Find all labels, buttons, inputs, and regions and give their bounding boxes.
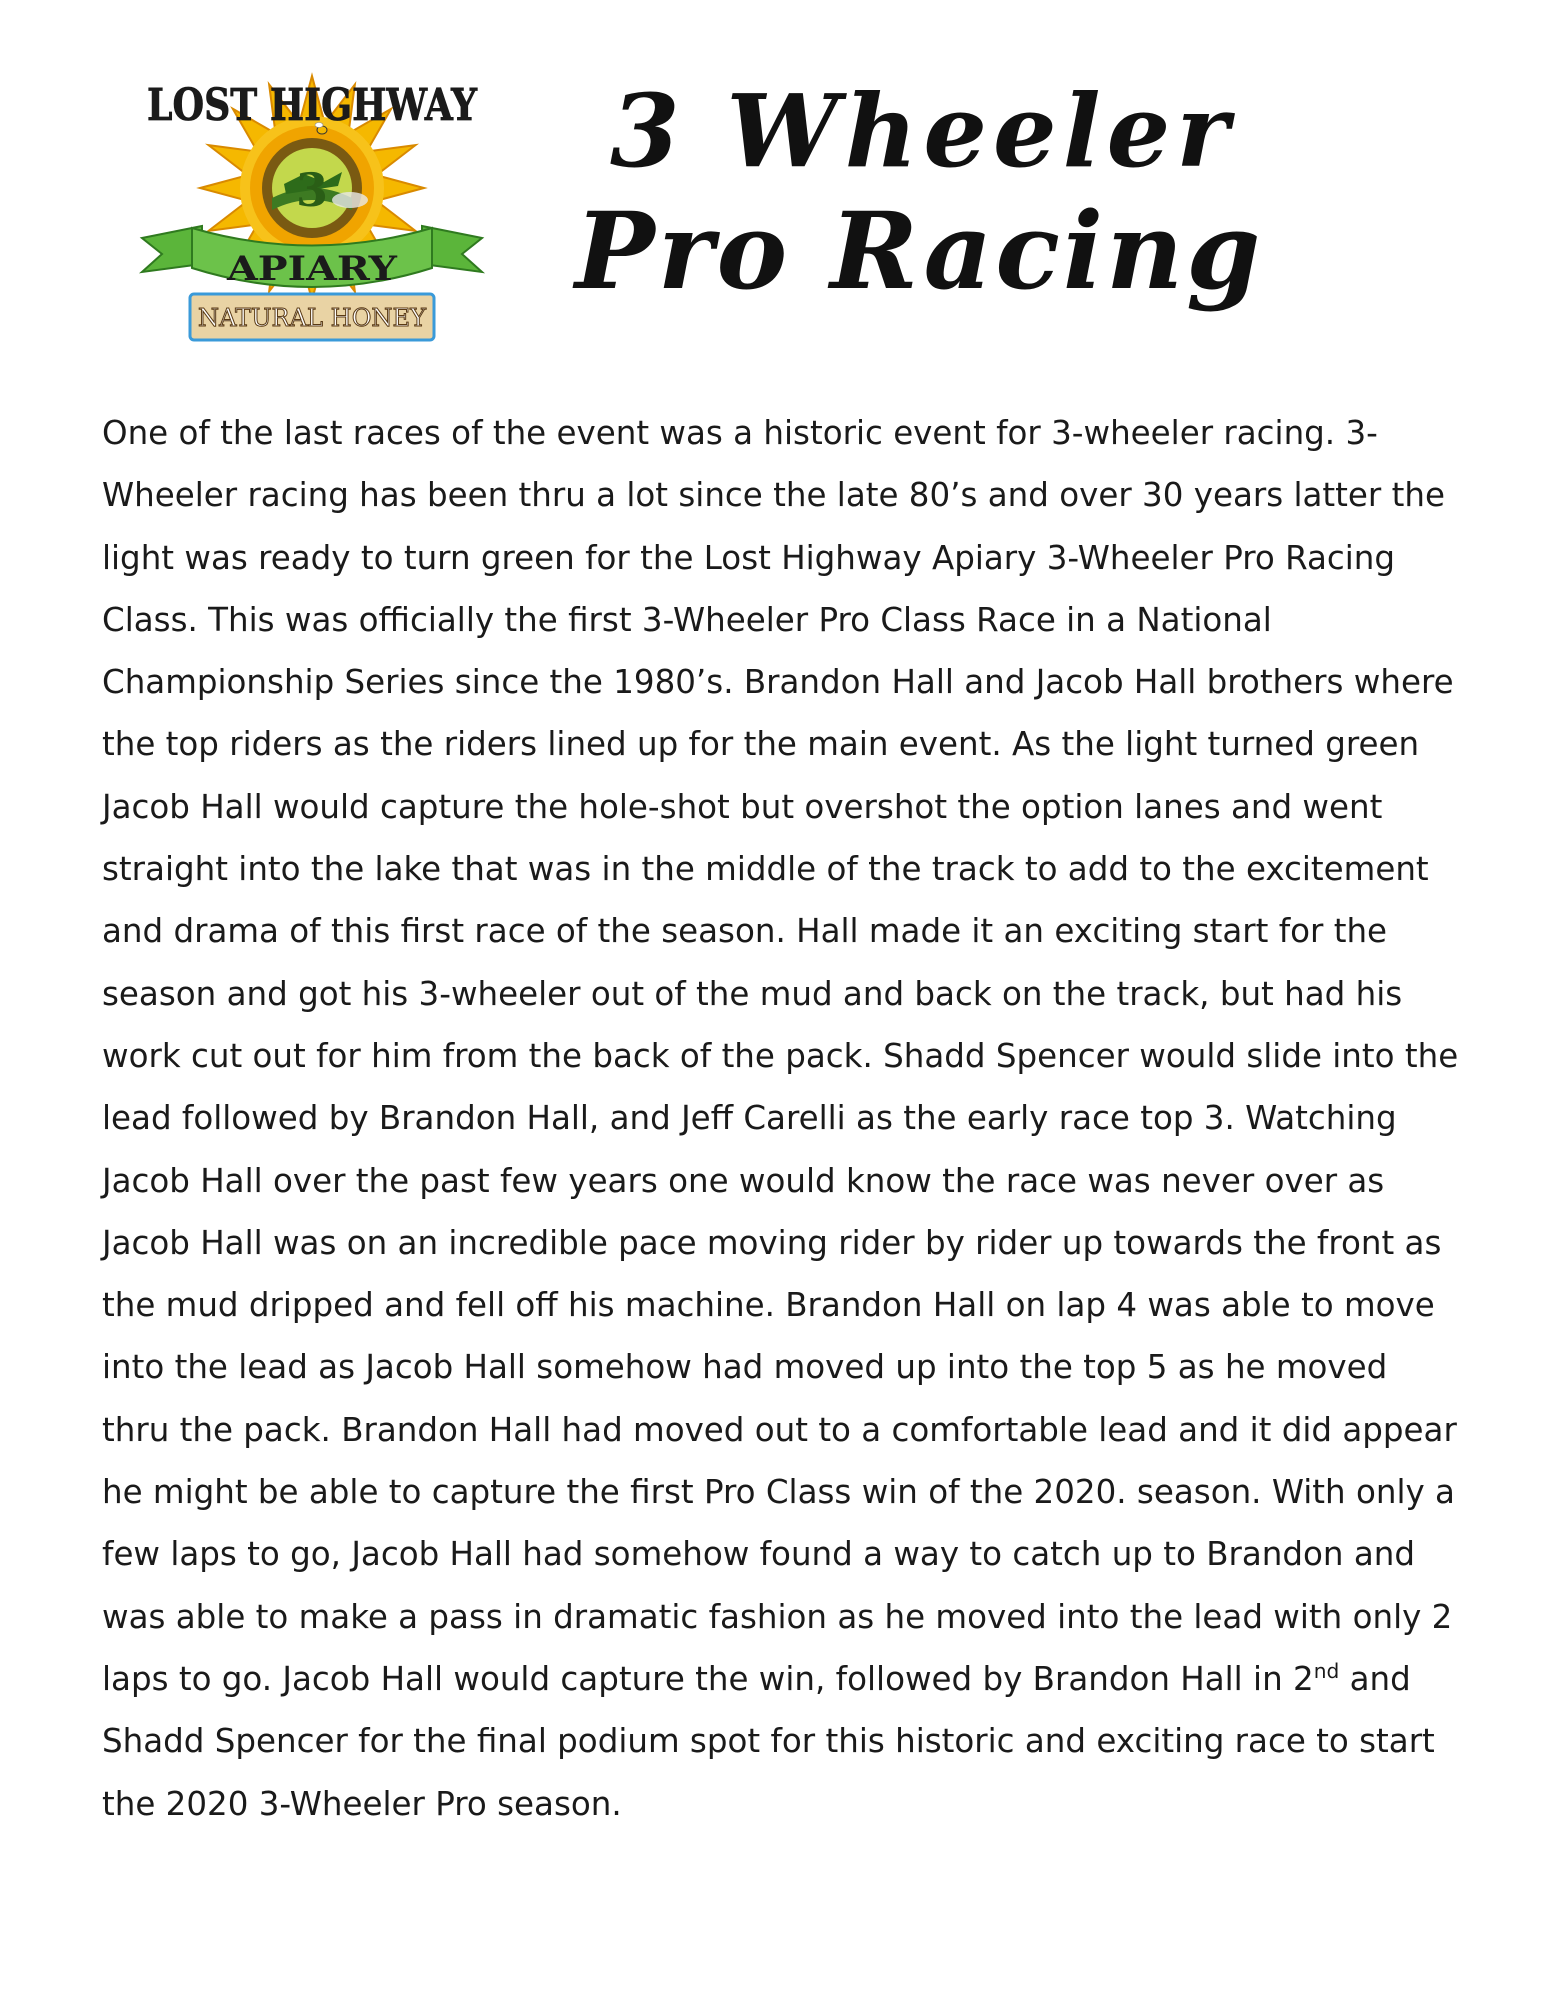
natural-honey-badge (190, 294, 434, 340)
logo-ribbon-text: APIARY (225, 249, 398, 289)
logo-sub-text: NATURAL HONEY (198, 304, 428, 332)
logo-top-text: LOST HIGHWAY (147, 80, 478, 131)
article-text-part-1: One of the last races of the event was a historic event for 3-wheeler racing. 3-Wheeler racing has been thru a lot since the late 80’s and over 30 years latter the light was ready to turn green for the Lost Highway Apiary 3-Wheeler Pro Racing Class. This was officially the first 3-Wheeler Pro Class Race in a National Championship Series since the 1980’s. Brandon Hall and Jacob Hall brothers where the top riders as the riders lined up for the main event. As the light turned green Jacob Hall would capture the hole-shot but overshot the option lanes and went straight into the lake that was in the middle of the track to add to the excitement and drama of this first race of the season. Hall made it an exciting start for the season and got his 3-wheeler out of the mud and back on the track, but had his work cut out for him from the back of the pack. Shadd Spencer would slide into the lead followed by Brandon Hall, and Jeff Carelli as the early race top 3. Watching Jacob Hall over the past few years one would know the race was never over as Jacob Hall was on an incredible pace moving rider by rider up towards the front as the mud dripped and fell off his machine. Brandon Hall on lap 4 was able to move into the lead as Jacob Hall somehow had moved up into the top 5 as he moved thru the pack. Brandon Hall had moved out to a comfortable lead and it did appear he might be able to capture the first Pro Class win of the 2020. season. With only a few laps to go, Jacob Hall had somehow found a way to catch up to Brandon and was able to make a pass in dramatic fashion as he moved into the lead with only 2 laps to go. Jacob Hall would capture the win, followed by Brandon Hall in 2 (102, 414, 1459, 1698)
title-line-2: Pro Racing (575, 188, 1264, 313)
logo-graphic (132, 58, 492, 348)
title-line-1: 3 Wheeler (610, 72, 1235, 190)
lost-highway-apiary-logo (132, 58, 492, 348)
race-report-paragraph (102, 402, 1462, 1835)
article-text-part-2: and Shadd Spencer for the final podium spot for this historic and exciting race to start the 2020 3-Wheeler Pro season. (102, 1659, 1435, 1823)
page-title (575, 72, 1425, 312)
svg-text:3: 3 (295, 163, 329, 217)
ordinal-suffix: nd (1313, 1659, 1340, 1684)
